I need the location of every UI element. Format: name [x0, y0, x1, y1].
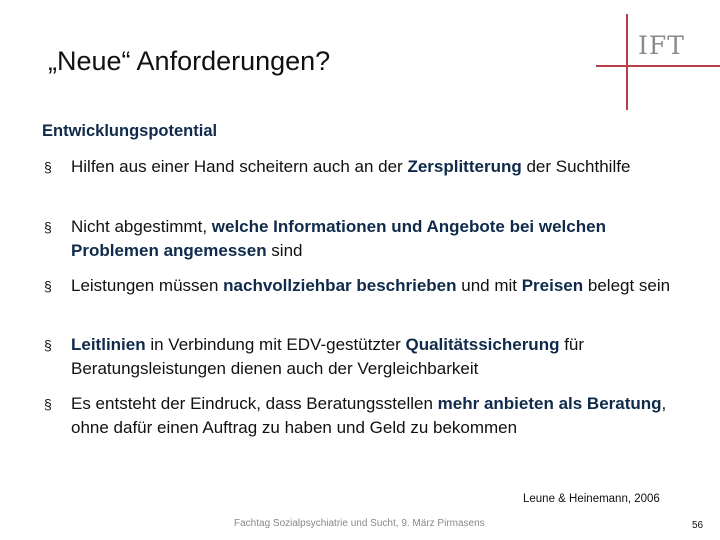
citation: Leune & Heinemann, 2006 [523, 493, 660, 505]
bullet-segment: in Verbindung mit EDV-gestützter [145, 335, 406, 354]
bullet-segment: Leistungen müssen [71, 276, 224, 295]
bullet-text [71, 215, 694, 263]
footer-text: Fachtag Sozialpsychiatrie und Sucht, 9. März Pirmasens [234, 518, 485, 529]
logo-vertical-line [626, 14, 628, 110]
bullet-segment-emphasis: Leitlinien [71, 335, 146, 354]
page-number: 56 [692, 520, 704, 531]
bullet-segment: für Beratungsleistungen dienen auch der Vergleichbarkeit [71, 335, 585, 378]
bullet-item [44, 392, 694, 440]
bullet-segment: der Suchthilfe [521, 157, 631, 176]
bullet-segment-emphasis: nachvollziehbar beschrieben [223, 276, 457, 295]
bullet-segment-emphasis: welche Informationen und Angebote bei welchen Problemen angemessen [71, 217, 606, 260]
bullet-marker: § [44, 337, 52, 353]
logo-horizontal-line [596, 65, 720, 67]
bullet-segment: Nicht abgestimmt, [71, 217, 212, 236]
bullet-segment: Hilfen aus einer Hand scheitern auch an der [71, 157, 408, 176]
bullet-text [71, 392, 694, 440]
bullet-item [44, 333, 694, 381]
slide-title: „Neue“ Anforderungen? [48, 46, 331, 76]
logo-text: IFT [638, 31, 685, 60]
bullet-segment: Es entsteht der Eindruck, dass Beratungsstellen [71, 394, 438, 413]
bullet-item [44, 274, 694, 298]
bullet-marker: § [44, 219, 52, 235]
bullet-marker: § [44, 159, 52, 175]
bullet-segment-emphasis: mehr anbieten als Beratung [437, 394, 662, 413]
bullet-segment: sind [266, 241, 303, 260]
bullet-text [71, 274, 694, 298]
bullet-text [71, 155, 694, 179]
bullet-segment-emphasis: Qualitätssicherung [405, 335, 560, 354]
bullet-item [44, 215, 694, 263]
bullet-text [71, 333, 694, 381]
bullet-marker: § [44, 396, 52, 412]
bullet-segment-emphasis: Zersplitterung [407, 157, 522, 176]
bullet-item [44, 155, 694, 179]
bullet-marker: § [44, 278, 52, 294]
bullet-segment-emphasis: Preisen [521, 276, 584, 295]
subtitle: Entwicklungspotential [42, 122, 218, 140]
bullet-segment: und mit [456, 276, 522, 295]
bullet-segment: , ohne dafür einen Auftrag zu haben und Geld zu bekommen [71, 394, 667, 437]
bullet-segment: belegt sein [583, 276, 671, 295]
